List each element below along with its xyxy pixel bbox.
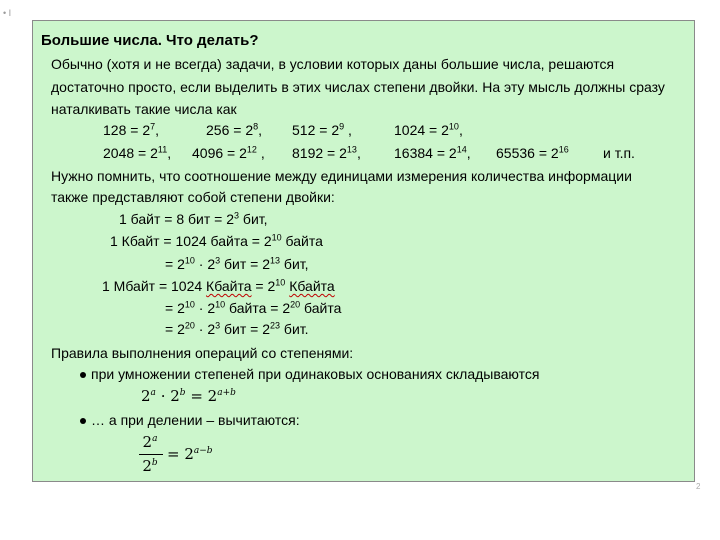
page-number: 2 <box>696 482 701 491</box>
bullet-icon <box>80 372 86 378</box>
mbyte-equation: 1 Мбайт = 1024 Кбайта = $2^{10}$ Кбайта <box>102 277 335 294</box>
units-intro-line-1: Нужно помнить, что соотношение между единицами измерения количества информации <box>51 168 632 184</box>
power-equation: $16384 = 2^{14}$, <box>394 144 471 161</box>
slide-title: Большие числа. Что делать? <box>41 32 259 49</box>
mbyte-equation-cont: = $2^{10} \cdot 2^{10}$ байта = $2^{20}$ байта <box>165 299 342 316</box>
formula-division-rhs: = $2^{a-b}$ <box>167 445 213 463</box>
byte-equation: 1 байт = 8 бит = $2^3$ бит, <box>119 210 268 227</box>
intro-line-1: Обычно (хотя и не всегда) задачи, в условии которых даны большие числа, решаются <box>51 56 615 72</box>
formula-multiplication: $2^a \cdot 2^b = 2^{a+b}$ <box>141 387 236 405</box>
power-equation: $128 = 2^7$, <box>103 121 160 138</box>
power-equation: $1024 = 2^{10}$, <box>394 121 463 138</box>
rule-multiplication: при умножении степеней при одинаковых основаниях складываются <box>91 366 540 382</box>
fraction-bar <box>139 454 163 455</box>
bullet-icon <box>80 418 86 424</box>
rules-title: Правила выполнения операций со степенями: <box>51 345 354 361</box>
content-box <box>32 20 695 482</box>
fraction-numerator: 2$^a$ <box>142 433 158 451</box>
intro-line-3: наталкивать такие числа как <box>51 101 237 117</box>
kbyte-equation-cont: = $2^{10} \cdot 2^3$ бит = $2^{13}$ бит, <box>165 255 309 272</box>
rule-division: … а при делении – вычитаются: <box>91 412 300 428</box>
intro-line-2: достаточно просто, если выделить в этих числах степени двойки. На эту мысль должны сразу <box>51 79 665 95</box>
kbyte-equation: 1 Кбайт = 1024 байта = $2^{10}$ байта <box>110 232 323 249</box>
fraction-denominator: 2$^b$ <box>142 457 158 475</box>
power-equation: $4096 = 2^{12}$ , <box>192 144 265 161</box>
corner-mark: • I <box>3 8 12 18</box>
units-intro-line-2: также представляют собой степени двойки: <box>51 189 335 205</box>
mbyte-equation-cont: = $2^{20} \cdot 2^3$ бит = $2^{23}$ бит. <box>165 320 309 337</box>
power-equation: $8192 = 2^{13}$, <box>292 144 361 161</box>
power-equation: $512 = 2^9$ , <box>292 121 352 138</box>
power-equation: $65536 = 2^{16}$ <box>496 144 569 161</box>
power-equation: $256 = 2^8$, <box>206 121 263 138</box>
power-equation: $2048 = 2^{11}$, <box>103 144 172 161</box>
etc-text: и т.п. <box>603 145 635 161</box>
